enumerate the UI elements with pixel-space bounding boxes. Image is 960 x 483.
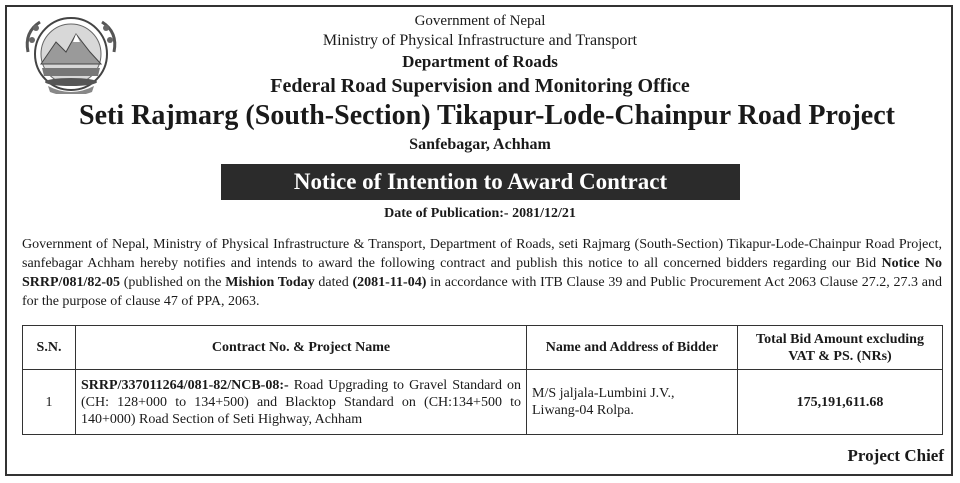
project-name: Road Upgrading to Gravel Standard on (CH: 128+000 to 134+500) and Blacktop Standard on (CH:134+500 to 140+000) Road Section of Seti Highway, Achham [81, 377, 521, 427]
location-heading: Sanfebagar, Achham [409, 136, 551, 153]
contract-number: SRRP/337011264/081-82/NCB-08:- [81, 377, 289, 393]
body-text-part: in accordance with ITB Clause 39 and Public Procurement Act 2063 Clause 27.2, 27.3 and for the purpose of clause 47 of PPA, 2063. [22, 275, 942, 309]
publication-date: Date of Publication:- 2081/12/21 [384, 206, 576, 221]
office-heading: Federal Road Supervision and Monitoring Office [270, 75, 690, 97]
header-amount-line1: Total Bid Amount excluding [756, 331, 924, 347]
project-title: Seti Rajmarg (South-Section) Tikapur-Lode-Chainpur Road Project [79, 100, 895, 131]
cell-contract [76, 370, 527, 435]
header-bidder: Name and Address of Bidder [527, 326, 738, 370]
bid-notice-number: Notice No SRRP/081/82-05 [22, 256, 943, 290]
cell-bidder [527, 370, 738, 435]
published-date: (2081-11-04) [352, 275, 427, 290]
table-row [23, 370, 943, 435]
signoff-title: Project Chief [847, 446, 944, 465]
notice-title-banner: Notice of Intention to Award Contract [221, 164, 740, 200]
body-text-part: dated [314, 275, 353, 290]
department-heading: Department of Roads [402, 52, 558, 71]
ministry-heading: Ministry of Physical Infrastructure and Transport [322, 32, 638, 49]
bidder-name: M/S jaljala-Lumbini J.V., [532, 386, 675, 401]
header-sn: S.N. [23, 326, 76, 370]
newspaper-name: Mishion Today [225, 275, 315, 290]
header-amount-line2: VAT & PS. (NRs) [788, 348, 892, 364]
cell-sn: 1 [23, 370, 76, 435]
award-table [22, 325, 943, 435]
bidder-address: Liwang-04 Rolpa. [532, 403, 634, 418]
cell-amount: 175,191,611.68 [738, 370, 943, 435]
header-contract: Contract No. & Project Name [76, 326, 527, 370]
government-heading: Government of Nepal [414, 13, 546, 29]
table-header-row [23, 326, 943, 370]
header-amount [738, 326, 943, 370]
body-text-part: (published on the [120, 275, 226, 290]
body-text-part: Government of Nepal, Ministry of Physical Infrastructure & Transport, Department of Roads, seti Rajmarg (South-Section) Tikapur-Lode-Chainpur Road Project, sanfebagar Achham hereby notifies and intends to award the following contract and publish this notice to all concerned bidders regarding our Bid [22, 237, 942, 271]
notice-body [22, 235, 942, 311]
